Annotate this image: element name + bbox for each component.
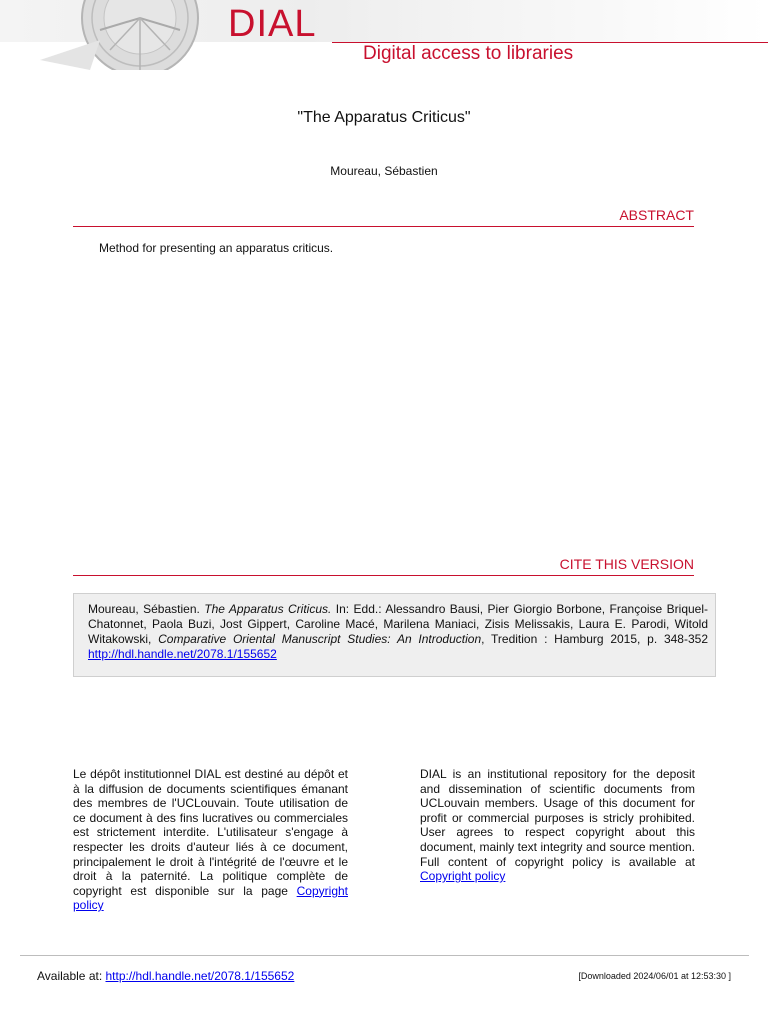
citation-author: Moureau, Sébastien.: [88, 602, 205, 616]
citation-publisher: , Tredition : Hamburg 2015, p. 348-352: [481, 632, 708, 646]
available-label: Available at:: [37, 969, 106, 983]
document-author: Moureau, Sébastien: [330, 164, 438, 178]
cite-heading: CITE THIS VERSION: [73, 556, 694, 576]
available-link[interactable]: http://hdl.handle.net/2078.1/155652: [105, 969, 295, 983]
footer-rule: [20, 955, 749, 956]
copyright-policy-link-fr[interactable]: Copyright policy: [73, 883, 348, 913]
footer-available: [37, 969, 294, 983]
notice-french-text: Le dépôt institutionnel DIAL est destiné au dépôt et à la diffusion de documents scientifiques émanant des membres de l'UCLouvain. Toute utilisation de ce document à des fins lucratives ou commerciales est strictement interdite. L'utilisateur s'engage à respecter les droits d'auteur liés à ce document, principalement le droit à l'intégrité de l'œuvre et le droit à la paternité. La politique complète de copyright est disponible sur la page: [73, 767, 348, 898]
dial-logo: DIAL: [228, 3, 317, 45]
citation-editors: In: Edd.: Alessandro Bausi, Pier Giorgio Borbone, Françoise Briquel-Chatonnet, Paola Buzi, Jost Gippert, Caroline Macé, Marilena Maniaci, Zisis Melissakis, Laura E. Parodi, Witold Witakowski,: [88, 602, 708, 646]
copyright-policy-link-en[interactable]: Copyright policy: [420, 869, 506, 884]
citation-link[interactable]: http://hdl.handle.net/2078.1/155652: [88, 647, 277, 661]
sundial-seal-icon: [40, 0, 210, 70]
notice-french: [73, 767, 348, 913]
download-timestamp: [Downloaded 2024/06/01 at 12:53:30 ]: [578, 971, 731, 981]
notice-english-text: DIAL is an institutional repository for the deposit and dissemination of scientific documents from UCLouvain members. Usage of this document for profit or commercial purposes is stricly prohibited. User agrees to respect copyright about this document, mainly text integrity and source mention. Full content of copyright policy is available at: [420, 767, 695, 869]
citation-box: [73, 593, 716, 677]
citation-title: The Apparatus Criticus.: [204, 602, 332, 616]
abstract-text: Method for presenting an apparatus criticus.: [99, 241, 334, 255]
dial-tagline: Digital access to libraries: [363, 43, 574, 64]
citation-book: Comparative Oriental Manuscript Studies: An Introduction: [158, 632, 482, 646]
abstract-heading: ABSTRACT: [73, 207, 694, 227]
header-banner: [0, 0, 768, 80]
document-title: "The Apparatus Criticus": [297, 109, 471, 126]
notice-english: [420, 767, 695, 884]
